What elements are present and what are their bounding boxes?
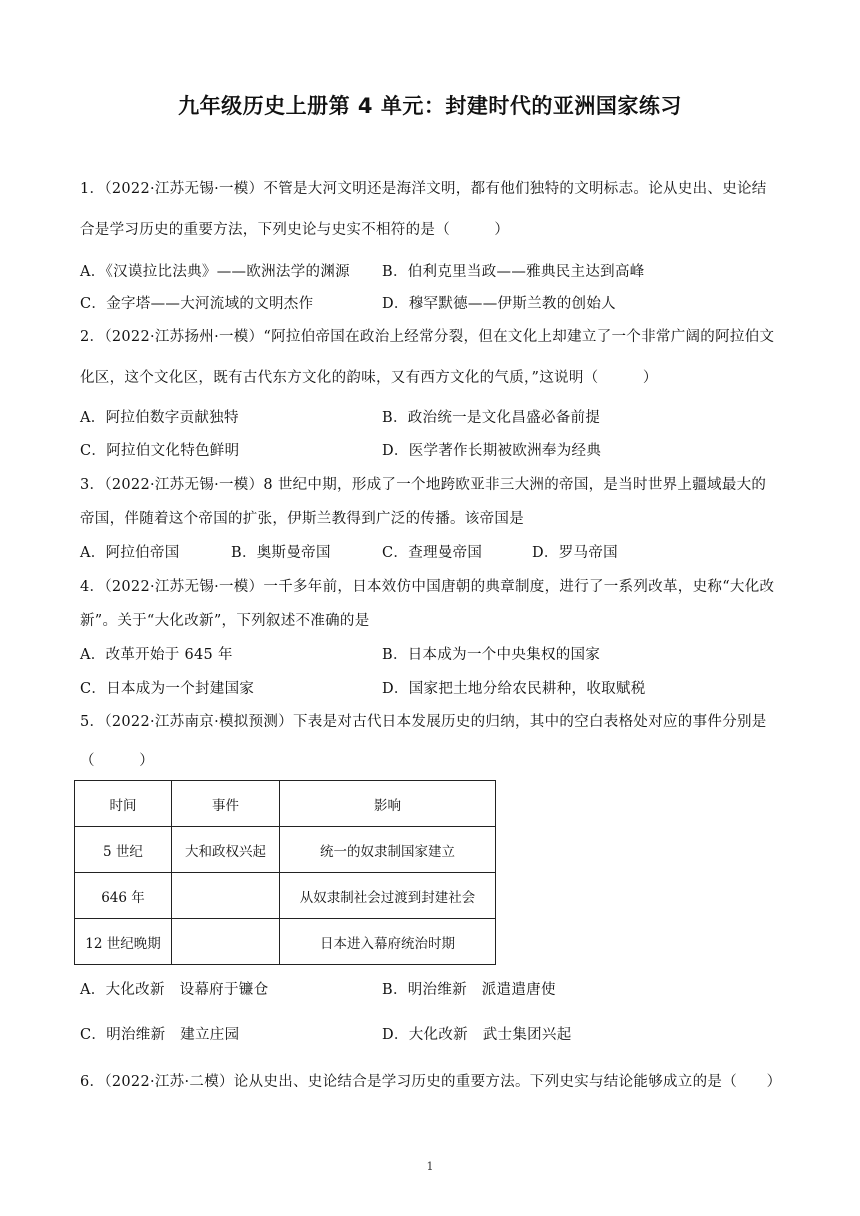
- question-4-line-2: 新”。关于“大化改新”，下列叙述不准确的是: [80, 613, 370, 629]
- question-1-line-1: 1．（2022·江苏无锡·一模）不管是大河文明还是海洋文明，都有他们独特的文明标志。论从史出、史论结: [80, 181, 767, 197]
- page-number: 1: [426, 1160, 434, 1173]
- question-2-option-b: B．政治统一是文化昌盛必备前提: [382, 410, 601, 426]
- table-cell: 5 世纪: [75, 827, 172, 873]
- question-3-option-b: B．奥斯曼帝国: [231, 545, 331, 561]
- table-header: 事件: [172, 781, 280, 827]
- question-1-option-b: B．伯利克里当政——雅典民主达到高峰: [382, 264, 645, 280]
- question-2-line-2: 化区，这个文化区，既有古代东方文化的韵味，又有西方文化的气质，”这说明（ ）: [80, 370, 658, 386]
- table-row: [75, 827, 496, 873]
- question-5-option-d: D．大化改新 武士集团兴起: [382, 1027, 572, 1043]
- table-row: [75, 919, 496, 965]
- question-5-line-2: （ ）: [80, 753, 154, 769]
- table-cell: 从奴隶制社会过渡到封建社会: [280, 873, 496, 919]
- question-5-option-c: C．明治维新 建立庄园: [80, 1027, 240, 1043]
- question-3-option-d: D．罗马帝国: [532, 545, 618, 561]
- question-2-option-a: A．阿拉伯数字贡献独特: [80, 410, 239, 426]
- question-4-option-b: B．日本成为一个中央集权的国家: [382, 647, 601, 663]
- table-cell: 大和政权兴起: [172, 827, 280, 873]
- history-table: [74, 780, 496, 965]
- question-4-option-d: D．国家把土地分给农民耕种，收取赋税: [382, 681, 646, 697]
- question-5-line-1: 5．（2022·江苏南京·模拟预测）下表是对古代日本发展历史的归纳，其中的空白表格处对应的事件分别是: [80, 714, 767, 730]
- question-3-option-c: C．查理曼帝国: [382, 545, 483, 561]
- question-1-option-d: D．穆罕默德——伊斯兰教的创始人: [382, 296, 616, 312]
- question-3-line-1: 3．（2022·江苏无锡·一模）8 世纪中期，形成了一个地跨欧亚非三大洲的帝国，是当时世界上疆域最大的: [80, 477, 767, 493]
- question-1-option-a: A．《汉谟拉比法典》——欧洲法学的渊源: [80, 264, 350, 280]
- table-cell: 12 世纪晚期: [75, 919, 172, 965]
- question-2-option-d: D．医学著作长期被欧洲奉为经典: [382, 443, 602, 459]
- question-2-line-1: 2．（2022·江苏扬州·一模）“阿拉伯帝国在政治上经常分裂，但在文化上却建立了一个非常广阔的阿拉伯文: [80, 329, 775, 345]
- table-row: [75, 873, 496, 919]
- question-4-line-1: 4．（2022·江苏无锡·一模）一千多年前，日本效仿中国唐朝的典章制度，进行了一系列改革，史称“大化改: [80, 579, 775, 595]
- question-6-line-1: 6．（2022·江苏·二模）论从史出、史论结合是学习历史的重要方法。下列史实与结论能够成立的是（ ）: [80, 1074, 782, 1090]
- question-3-line-2: 帝国，伴随着这个帝国的扩张，伊斯兰教得到广泛的传播。该帝国是: [80, 511, 524, 527]
- table-header: 影响: [280, 781, 496, 827]
- question-2-option-c: C．阿拉伯文化特色鲜明: [80, 443, 240, 459]
- question-1-option-c: C．金字塔——大河流域的文明杰作: [80, 296, 314, 312]
- table-cell: 日本进入幕府统治时期: [280, 919, 496, 965]
- question-3-option-a: A．阿拉伯帝国: [80, 545, 180, 561]
- table-header: 时间: [75, 781, 172, 827]
- table-header-row: [75, 781, 496, 827]
- question-5-option-a: A．大化改新 设幕府于镰仓: [80, 982, 269, 998]
- question-4-option-a: A．改革开始于 645 年: [80, 647, 233, 663]
- page-title: 九年级历史上册第 4 单元：封建时代的亚洲国家练习: [178, 94, 682, 118]
- table-cell: 646 年: [75, 873, 172, 919]
- question-5-option-b: B．明治维新 派遣遣唐使: [382, 982, 556, 998]
- table-cell-blank: [172, 873, 280, 919]
- table-cell: 统一的奴隶制国家建立: [280, 827, 496, 873]
- table-cell-blank: [172, 919, 280, 965]
- question-1-line-2: 合是学习历史的重要方法，下列史论与史实不相符的是（ ）: [80, 222, 510, 238]
- question-4-option-c: C．日本成为一个封建国家: [80, 681, 255, 697]
